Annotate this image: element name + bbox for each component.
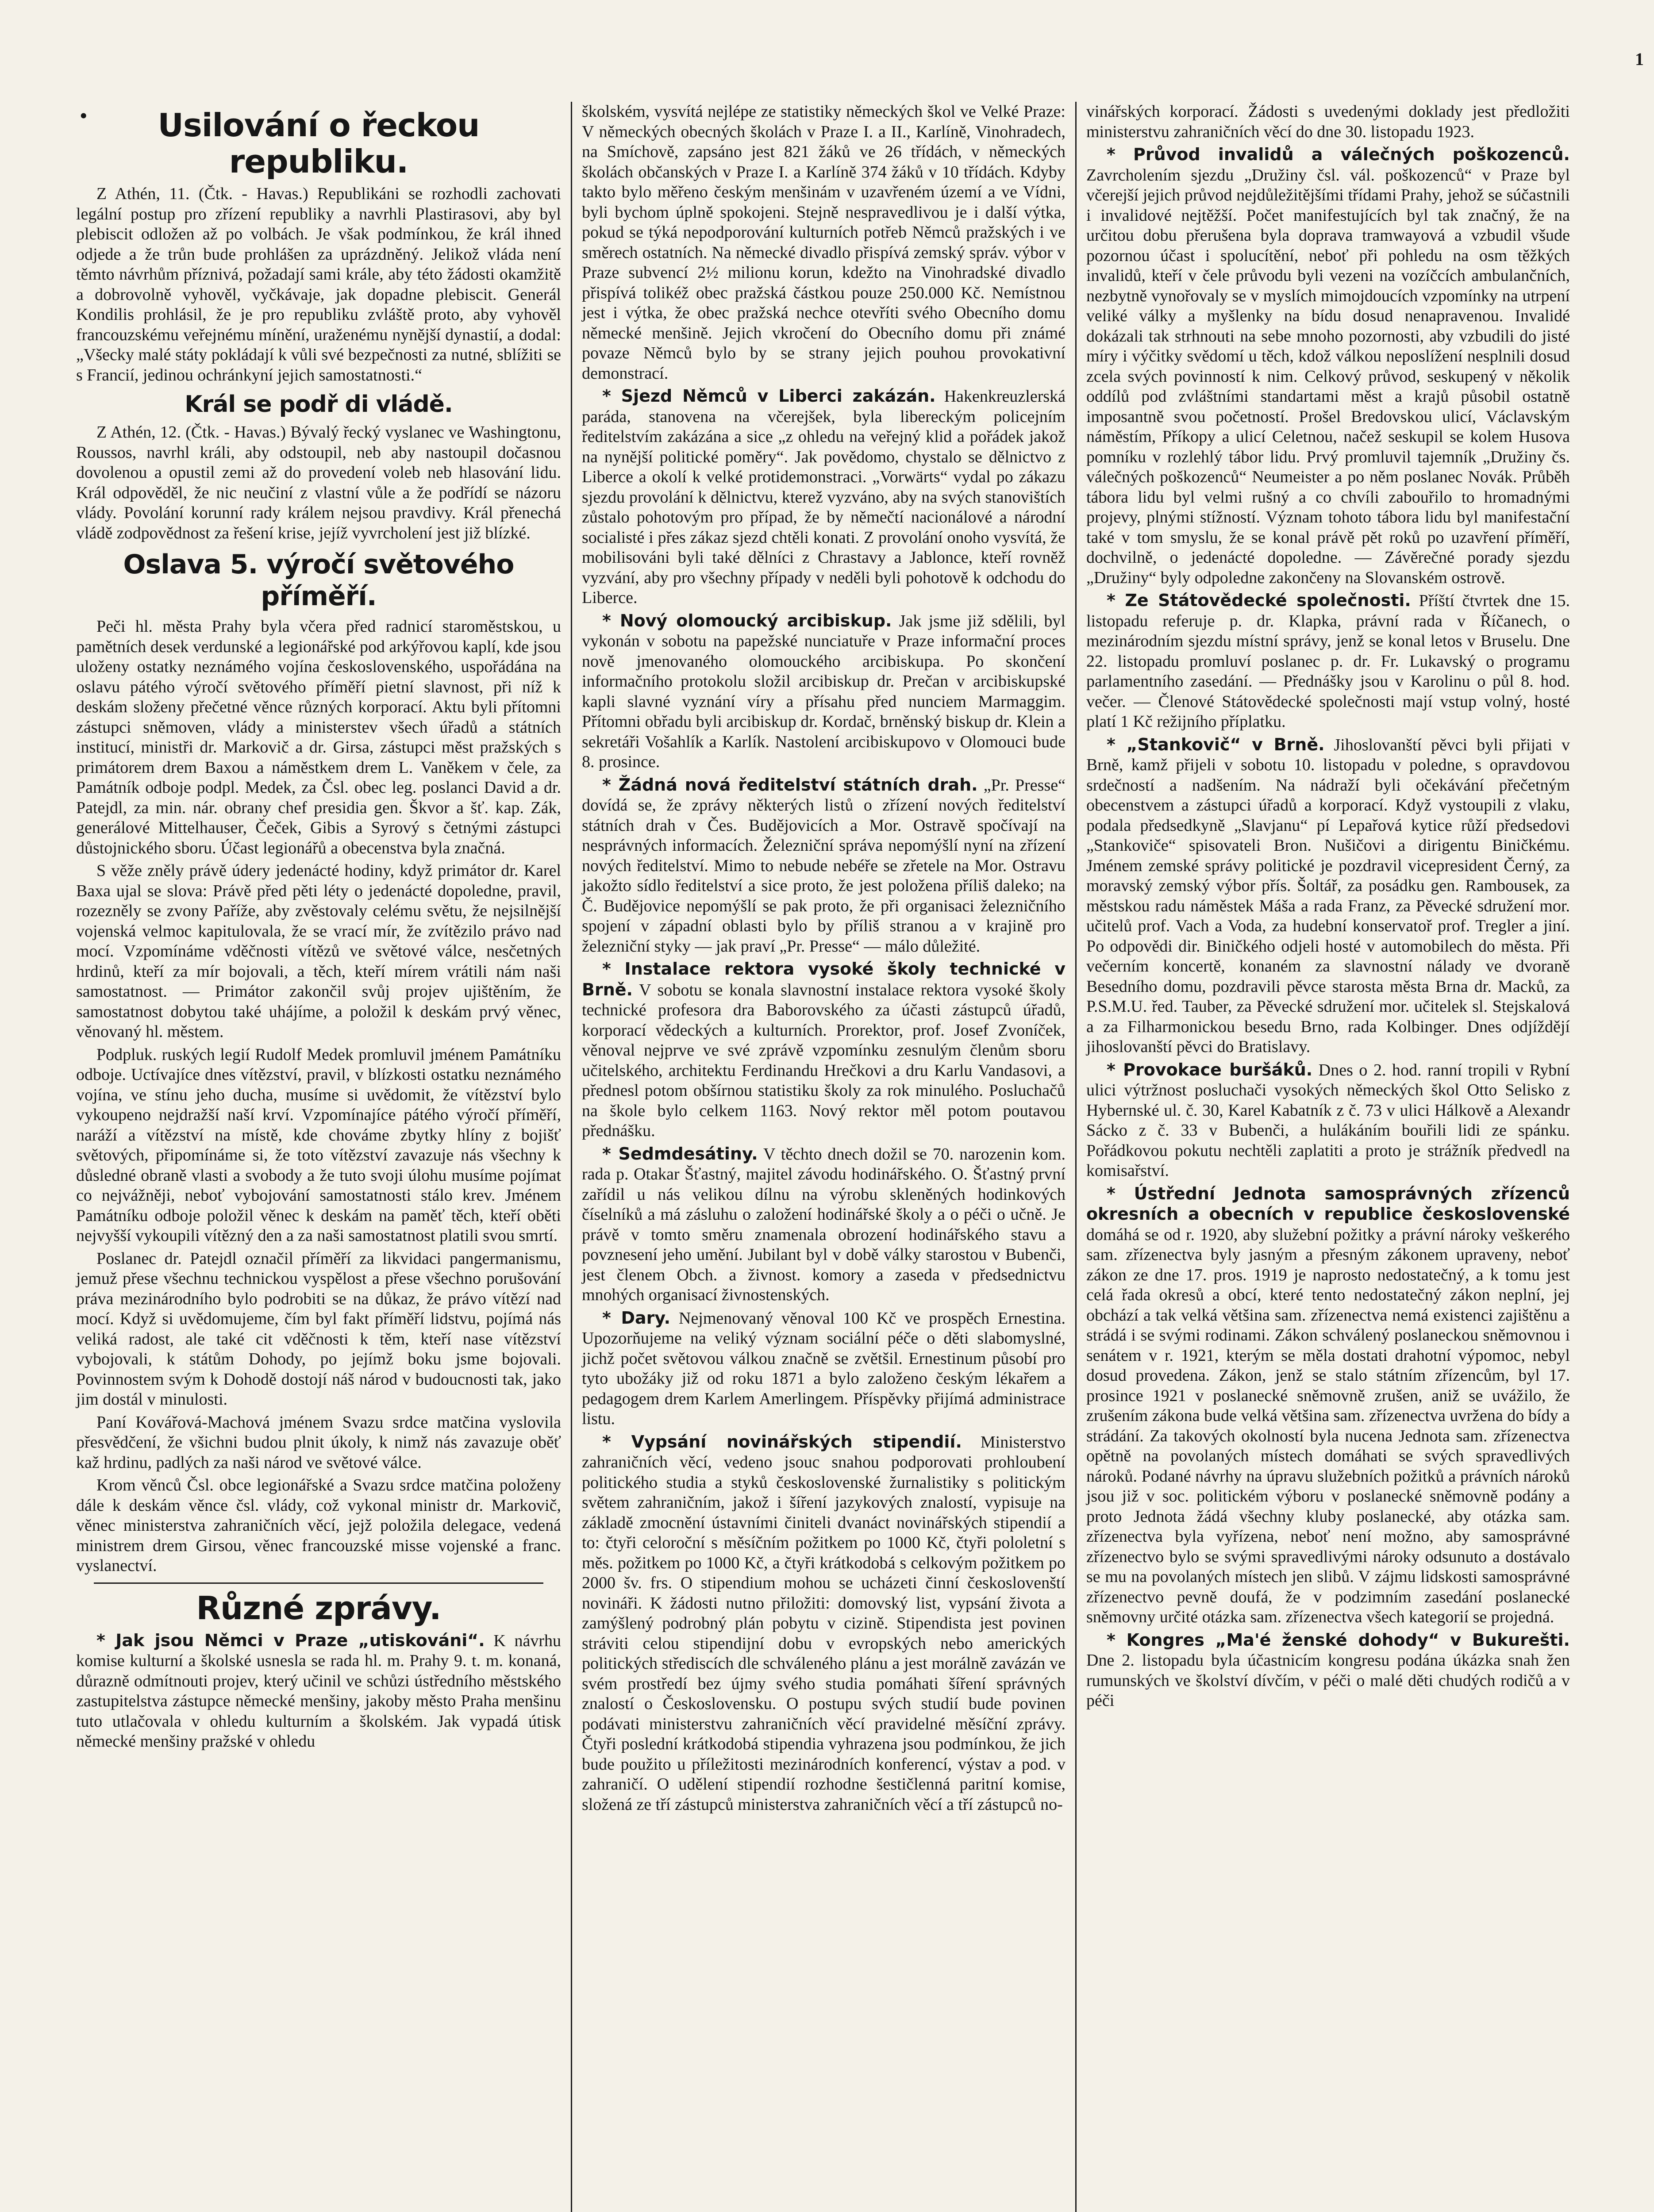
article-paragraph: Paní Kovářová-Machová jménem Svazu srdce matčina vyslovila přesvědčení, že všichni budou plnit úkoly, k nimž nás zavazuje oběť kaž hrdinu, padlých za naši národ ve světové válce. bbox=[76, 1413, 561, 1472]
news-item bbox=[1086, 591, 1570, 732]
news-item bbox=[76, 1631, 561, 1752]
news-item bbox=[582, 1308, 1065, 1429]
item-title: * Průvod invalidů a válečných poškozenců. bbox=[1107, 145, 1570, 164]
column-2 bbox=[571, 102, 1075, 2212]
headline-king: Král se podř di vládě. bbox=[185, 391, 453, 418]
news-item bbox=[1086, 1184, 1570, 1628]
item-title: * Ústřední Jednota samosprávných zřízenců okresních a obecních v republice československé bbox=[1086, 1183, 1570, 1224]
item-text: V sobotu se konala slavnostní instalace rektora vysoké školy technické profesora dra Baborovského za účasti zástupců úřadů, korporací vědeckých a kulturních. Prorektor, prof. Josef Zvoníček, věnoval nejprve ve své zprávě vzpomínku zesnulým členům sboru učitelského, architektu Ferdinandu Hrečkovi a dru Karlu Vandasovi, a přednesl potom obšírnou statistiku školy za rok minulého. Posluchačů na škole bylo celkem 1163. Nový rektor měl potom poutavou přednášku. bbox=[582, 980, 1065, 1140]
item-title: * Instalace rektora vysoké školy technické v Brně. bbox=[582, 959, 1065, 999]
item-title: * Sedmdesátiny. bbox=[602, 1144, 758, 1164]
item-title: * Vypsání novinářských stipendií. bbox=[602, 1432, 962, 1452]
news-item bbox=[1086, 735, 1570, 1057]
section-divider bbox=[94, 1582, 543, 1584]
item-text: Příští čtvrtek dne 15. listopadu referuje p. dr. Klapka, právní rada v Říčanech, o mezinárodním sjezdu místní správy, jenž se konal letos v Bruselu. Dne 22. listopadu promluví poslanec p. dr. Fr. Lukavský o programu parlamentního zasedání. — Přednášky jsou v Karolinu o půl 8. hod. večer. — Členové Státovědecké společnosti mají vstup volný, hosté platí 1 Kč režijního příplatku. bbox=[1086, 591, 1570, 731]
news-item bbox=[1086, 1060, 1570, 1181]
headline-armistice: Oslava 5. výročí světového příměří. bbox=[123, 549, 514, 612]
news-item bbox=[582, 1432, 1065, 1815]
item-text: Ministerstvo zahraničních věcí, vedeno jsouc snahou podporovati prohloubení politického studia a styků československé žurnalistiky s politickým světem zahraničním, jakož i šíření jazykových znalostí, vypisuje na základě zmocnění ústavními činiteli dvanáct novinářských stipendií a to: čtyři celoroční s měsíčním požitkem po 1000 Kč, čtyři pololetní s měs. požitkem po 1000 Kč, a čtyři krátkodobá s celkovým požitkem po 2000 šv. frs. O stipendium mohou se ucházeti činní českoslovenští novináři. K žádosti nutno přiložiti: domovský list, vypsání života a zamýšlený podrobný plán pobytu v cizině. Stipendista jest povinen stráviti celou stipendijní dobu v evropských nebo amerických politických střediscích dle schváleného plánu a jest morálně zavázán ve svém prostředí bez újmy svého studia pomáhati šíření správných znalostí o Československu. O postupu svých studií bude povinen podávati ministerstvu zahraničních věcí pravidelné měsíční zprávy. Čtyři poslední krátkodobá stipendia vyhrazena jsou podmínkou, že jich bude použito u příležitosti mezinárodních konferencí, výstav a pod. v zahraničí. O udělení stipendií rozhodne šestičlenná paritní komise, složená ze tří zástupců ministerstva zahraničních věcí a tří zástupců no- bbox=[582, 1432, 1065, 1814]
bullet-mark: • bbox=[80, 103, 88, 128]
news-item bbox=[582, 959, 1065, 1141]
item-title: * Žádná nová ředitelství státních drah. bbox=[602, 775, 978, 795]
item-text: Zavrcholením sjezdu „Družiny čsl. vál. poškozenců“ v Praze byl včerejší jejich průvod nejdůležitějšími třídami Prahy, jehož se súčastnili i invalidové nejtěžší. Počet manifestujících byl tak značný, že na určitou dobu přerušena byla doprava tramwayová a vzbudil všude pozornou účast i spolucítění, neboť při pohledu na osm těžkých invalidů, kteří v čele průvodu byli vezeni na vozíčcích ambulančních, nezbytně vynořovaly se v myslích mimojdoucích vzpomínky na utrpení veliké války a myšlenky na bídu dosud nenapravenou. Invalidé dokázali tak strhnouti na sebe mnoho pozornosti, aby vzbudili do jisté míry i výčitky svědomí u těch, kdož válkou neposlížení nesplnili dosud zcela svých povinností k nim. Celkový průvod, seskupený v několik oddílů pod zvláštními standartami měst a krajů působil ostatně imposantně svou početností. Prošel Bredovskou ulicí, Václavským náměstím, Příkopy a ulicí Celetnou, načež seskupil se kolem Husova pomníku v rozlehlý tábor lidu. Prvý promluvil tajemník „Družiny čs. válečných poškozenců“ Neumeister a po něm poslanec Novák. Průběh tábora lidu byl velmi rušný a co chvíli zabouřilo to hromadnými projevy, plnými stížností. Význam tohoto tábora lidu byl manifestační také v tom smyslu, že se konal právě pět roků po uzavření příměří, dochvilně, o jedenácté dopoledne. — Závěrečné porady sjezdu „Družiny“ byly odpoledne zakončeny na Slovanském ostrově. bbox=[1086, 165, 1570, 587]
news-item bbox=[582, 386, 1065, 608]
article-paragraph: Peči hl. města Prahy byla včera před radnicí staroměstskou, u pamětních desek verdunské a legionářské pod arkýřovou kaplí, kde jsou uloženy ostatky neznámého vojína československého, uspořádána na oslavu pátého výročí světového příměří pietní slavnost, při níž k deskám složeny přečetné věnce různých korporací. Aktu byli přítomni zástupci sněmoven, vlády a ministerstev všech úřadů a státních institucí, ministři dr. Markovič a dr. Girsa, zástupci měst pražských s primátorem drem Baxou a náměstkem drem L. Vaněkem v čele, za Památník odboje podpl. Medek, za Čsl. obec leg. poslanci David a dr. Patejdl, za min. nár. obrany chef presidia gen. Škvor a šť. kap. Zák, generálové Mittelhauser, Čeček, Gibis a Syrový s četnými zástupci důstojnického sboru. Účast legionářů a obecenstva byla značná. bbox=[76, 617, 561, 857]
newspaper-page bbox=[66, 102, 1606, 2212]
article-paragraph: školském, vysvítá nejlépe ze statistiky německých škol ve Velké Praze: V německých obecných školách v Praze I. a II., Karlíně, Vinohradech, na Smíchově, zapsáno jest 821 žáků ve 26 třídách, v německých školách občanských v Praze I. a Karlíně 374 žáků v 10 třídách. Kdyby takto bylo měřeno českým menšinám v uzavřeném území a ve Vídni, byli bychom úplně spokojeni. Stejně nespravedlivou je i další výtka, pokud se týká nepodporování kulturních potřeb Němců pražských i ve směrech ostatních. Na německé divadlo přispívá zemský správ. výbor v Praze subvencí 2½ milionu korun, kdežto na Vinohradské divadlo přispívá tolikéž obec pražská částkou pouze 250.000 Kč. Nemístnou jest i výtka, že obec pražská nechce otevříti svého Obecního domu německé menšině. Jejich vkročení do Obecního domu při známé povaze Němců bylo by se strany jejich pouhou provokativní demonstrací. bbox=[582, 102, 1065, 383]
article-paragraph: Z Athén, 11. (Čtk. - Havas.) Republikáni se rozhodli zachovati legální postup pro zřízení republiky a navrhli Plastirasovi, aby byl plebiscit odložen až po volbách. Je však podmínkou, že král ihned odjede a že trůn bude prohlášen za uprázdněný. Jelikož vláda není těmto návrhům příznivá, požadají sami krále, aby této žádosti okamžitě a dobrovolně vyhověl, vyčkávaje, jak dopadne plebiscit. Generál Kondilis prohlásil, že je pro republiku zvláště proto, aby vyhověl francouzskému veřejnému mínění, uraženému nynější dynastií, a dodal: „Všecky malé státy pokládají k vůli své bezpečnosti za nutné, sblížiti se s Francií, jedinou ochránkyní jejich samostatnosti.“ bbox=[76, 184, 561, 384]
item-text: Dnes o 2. hod. ranní tropili v Rybní ulici výtržnost posluchači vysokých německých škol Otto Selisko z Hybernské ul. č. 30, Karel Kabatník z č. 73 v ulici Hálkově a Alexandr Sácko z č. 33 v Bubenči, a hulákáním bouřili lidi ze spánku. Pořádkovou pokutu nechtěli zaplatiti a proto je strážník předvedl na komisařství. bbox=[1086, 1060, 1570, 1180]
news-item bbox=[582, 611, 1065, 772]
article-paragraph: Poslanec dr. Patejdl označil příměří za likvidaci pangermanismu, jemuž přese všechnu technickou vyspělost a přese všechno porušování práva mezinárodního bylo podrobiti se na důkaz, že právo vítězí nad mocí. Když si uvědomujeme, čím byl fakt příměří lidstvu, pojímá nás veliká radost, ale také cit vděčnosti k těm, kteří nase vítězství vybojovali, k státům Dohody, po jejímž boku jsme bojovali. Povinnostem svým k Dohodě dostojí náš národ v budoucnosti tak, jako jim dostál v minulosti. bbox=[76, 1249, 561, 1409]
item-text: „Pr. Presse“ dovídá se, že zprávy některých listů o zřízení nových ředitelství státních drah v Čes. Budějovicích a Mor. Ostravě spočívají na nesprávných informacích. Železniční správa nepomýšlí nyní na zřízení nových ředitelství. Mimo to nebude nebéře se zřetele na Mor. Ostravu jakožto sídlo ředitelství a sice proto, že jest položena příliš daleko; na Č. Budějovice nepomýšlí se pak proto, že při organisaci železničního spojení v západní oblasti bylo by příliš stranou a v krajině pro železniční styky — jak praví „Pr. Presse“ — málo důležité. bbox=[582, 776, 1065, 956]
item-text: Dne 2. listopadu byla účastnicím kongresu podána úkázka snah žen rumunských ve školství dívčím, v péči o malé děti chudých rodičů a v péči bbox=[1086, 1651, 1570, 1710]
news-item bbox=[1086, 1630, 1570, 1711]
article-paragraph: S věže zněly právě údery jedenácté hodiny, když primátor dr. Karel Baxa ujal se slova: Právě před pěti léty o jedenácté dopoledne, pravil, rozezněly se zvony Paříže, aby zvěstovaly celému světu, že nejsilnější vojenská velmoc kapitulovala, že se vrací mír, že zvítězilo právo nad mocí. Vzpomínáme vděčnosti vítězů ve světové válce, nesčetných hrdinů, kteří za mír bojovali, a těch, kteří mírem vrátili nám naši samostatnost. — Primátor zakončil svůj projev ujištěním, že samostatnost dobytou také uhájíme, a položil k deskám prvý věnec, věnovaný hl. městem. bbox=[76, 861, 561, 1041]
item-text: Hakenkreuzlerská paráda, stanovena na včerejšek, byla libereckým policejním ředitelstvím zakázána a sice „z ohledu na veřejný klid a pořádek jakož na nynější politické poměry“. Jak povědomo, chystalo se dělnictvo z Liberce a okolí k velké protidemonstraci. „Vorwärts“ vydal po zákazu sjezdu provolání k dělnictvu, kterež vyzváno, aby na svých stanovištích zůstalo pohotovým pro případ, že by němečtí nacionálové a národní socialisté i přes zákaz sjezd chtěli konati. Z provolání onoho vysvítá, že mobilisováni byli také dělníci z Chrastavy a Jablonce, kteří rovněž vyzvání, aby pro všechny případy v neděli byli pohotově k odchodu do Liberce. bbox=[582, 387, 1065, 607]
article-paragraph: Krom věnců Čsl. obce legionářské a Svazu srdce matčina položeny dále k deskám věnce čsl. vlády, což vykonal ministr dr. Markovič, věnec ministerstva zahraničních věcí, jejž položila delegace, vedená ministrem drem Girsou, věnec francouzské misse vojenské a franc. vyslanectví. bbox=[76, 1476, 561, 1575]
news-item bbox=[582, 775, 1065, 957]
page-number: 1 bbox=[1635, 49, 1644, 69]
item-title: * Sjezd Němců v Liberci zakázán. bbox=[602, 386, 936, 406]
column-3 bbox=[1075, 102, 1580, 2212]
item-text: Jihoslovanští pěvci byli přijati v Brně, kamž přijeli v sobotu 10. listopadu v poledne, s opravdovou srdečností a nadšením. Na nádraží byli očekávání přečetným obecenstvem a zástupci úřadů a korporací. Když vystoupili z vlaku, podala předsedkyně „Slavjanu“ pí Lepařová kytice růží předsedovi „Stankoviče“ spisovateli Bron. Nušičovi a dirigentu Biničkému. Jménem zemské správy politické je pozdravil vicepresident Černý, za moravský zemský výbor přís. Šoltář, za posádku gen. Rambousek, za městskou radu náměstek Máša a rada Franz, za Pěvecké sdružení mor. učitelů prof. Vach a Voda, za hudební konservatoř prof. Tregler a jiní. Po odpovědi dir. Biničkého odjeli hosté v automobilech do města. Při večerním koncertě, konaném za slavnostní nálady ve dvoraně Besedního domu, pozdravili pěvce starosta města Brna dr. Macků, za P.S.M.U. řed. Tauber, za Pěvecké sdružení mor. učitelek sl. Stejskalová a za Filharmonickou besedu Brno, rada Kolbinger. Dnes odjíždějí jihoslovanští pěvci do Bratislavy. bbox=[1086, 735, 1570, 1056]
news-item bbox=[1086, 145, 1570, 588]
headline-greek-republic: Usilování o řeckou republiku. bbox=[158, 107, 480, 180]
item-title: * Kongres „Ma'é ženské dohody“ v Bukurešti. bbox=[1107, 1630, 1570, 1650]
news-item bbox=[582, 1144, 1065, 1306]
item-title: * „Stankovič“ v Brně. bbox=[1107, 734, 1325, 754]
item-text: K návrhu komise kulturní a školské usnesla se rada hl. m. Prahy 9. t. m. konaná, důrazně odmítnouti projev, který učinil ve schůzi ústředního městského zastupitelstva zástupce německé menšiny, jakoby město Praha menšinu tuto utlačovala v ohledu kulturním a školském. Jak vypadá útisk německé menšiny pražské v ohledu bbox=[76, 1631, 561, 1751]
item-text: V těchto dnech dožil se 70. narozenin kom. rada p. Otakar Šťastný, majitel závodu hodinářského. O. Šťastný první zařídil u nás velikou dílnu na výrobu skleněných hodinkových číselníků a má zásluhu o založení hodinářské školy a o péči o učně. Je právě v tomto směru znamenala obrození hodinářského stavu a povznesení jeho umění. Jubilant byl v době války starostou v Bubenči, jest členem Obch. a živnost. komory a zaseda v předsednictvu mnohých organisací živnostenských. bbox=[582, 1144, 1066, 1304]
item-text: domáhá se od r. 1920, aby služební požitky a právní nároky veškerého sam. zřízenectva byly jasným a přesným zákonem upraveny, neboť zákon ze dne 17. pros. 1919 je naprosto nedostatečný, a k tomu jest celá řada okresů a obcí, které tento nedostatečný zákon neplní, jej obchází a tak velká většina sam. zřízenectva nemá existenci zajištěnu a strádá i se svými rodinami. Zákon schválený poslaneckou sněmovnou i senátem v r. 1921, kterým se měla dostati drahotní výpomoc, nebyl dosud provedena. Zákon, jenž se stalo státním zřízencům, byl 17. prosince 1921 v poslanecké sněmovně zrušen, aniž se uvážilo, že zrušením zákona bude velká většina sam. zřízenectva uvržena do bídy a strádání. Za takových okolností byla nucena Jednota sam. zřízenectva opětně na povolaných místech domáhati se svých spravedlivých nároků. Podané návrhy na úpravu služebních požitků a právních nároků jsou již v soc. politickém výboru v poslanecké sněmovně podány a proto Jednota žádá všechny kluby poslanecké, aby otázka sam. zřízenectva byla vyřízena, neboť není možno, aby samosprávné zřízenectvo bylo se svými spravedlivými nároky odsunuto a dostávalo se mu na povolaných místech jen slibů. V zájmu lidskosti samosprávné zřízenectvo pevně doufá, že v podzimním zasedání poslanecké sněmovny určité otázka sam. zřízenectva všech kategorií se projedná. bbox=[1086, 1225, 1570, 1626]
column-1 bbox=[66, 102, 571, 2212]
article-paragraph: Podpluk. ruských legií Rudolf Medek promluvil jménem Památníku odboje. Uctívajíce dnes vítězství, pravil, v blízkosti ostatku neznámého vojína, ve stínu jeho ducha, musíme si uvědomit, že vítězství bylo vykoupeno nejdražší naší krví. Vzpomínajíce pátého výročí příměří, naráží a vítězství na místě, kde chováme zbytky hlíny z bojišť světových, připomínáme si, že toto vítězství zavazuje nás všechny k důsledné obraně vlasti a svobody a že tuto svoji úlohu musíme pojímat co nejvážněji, neboť vybojování samostatnosti stálo krev. Jménem Památníku odboje položil věnec k deskám na paměť těch, kteří oběti nejvyšší vykoupili vítězný den a za naši samostatnost platili svou smrtí. bbox=[76, 1045, 561, 1245]
article-paragraph: Z Athén, 12. (Čtk. - Havas.) Bývalý řecký vyslanec ve Washingtonu, Roussos, navrhl králi, aby odstoupil, neb aby nastoupil dočasnou dovolenou a opustil zemi až do provedení voleb neb hlasování lidu. Král odpověděl, že nic neučiní z vlastní vůle a že podřídí se názoru vlády. Povolání korunní rady králem nejsou pravdivy. Král přenechá vládě zodpovědnost za řešení krise, jejíž vyvrcholení jest již blízké. bbox=[76, 423, 561, 542]
item-title: * Nový olomoucký arcibiskup. bbox=[602, 611, 892, 630]
item-title: * Provokace buršáků. bbox=[1107, 1060, 1313, 1079]
item-text: Nejmenovaný věnoval 100 Kč ve prospěch Ernestina. Upozorňujeme na veliký význam sociální péče o děti slabomyslné, jichž počet světovou válkou značně se zvětšil. Ernestinum působí pro tyto ubožáky již od roku 1871 a bylo založeno českým lékařem a pedagogem drem Karlem Amerlingem. Příspěvky přijímá administrace listu. bbox=[582, 1309, 1066, 1428]
headline-various-news: Různé zprávy. bbox=[196, 1589, 441, 1627]
article-paragraph: vinářských korporací. Žádosti s uvedenými doklady jest předložiti ministerstvu zahraničních věcí do dne 30. listopadu 1923. bbox=[1086, 102, 1570, 141]
item-title: * Dary. bbox=[602, 1308, 671, 1328]
item-text: Jak jsme již sdělili, byl vykonán v sobotu na papežské nunciatuře v Praze informační proces nově jmenovaného olomouckého arcibiskupa. Po skončení informačního protokolu složil arcibiskup dr. Prečan v arcibiskupské kapli slavné vyznání víry a přísahu před nunciem Marmaggim. Přítomni obřadu byli arcibiskup dr. Kordač, brněnský biskup dr. Klein a sekretáři Vošahlík a Karlík. Nastolení arcibiskupovo v Olomouci bude 8. prosince. bbox=[582, 611, 1065, 771]
item-title: * Jak jsou Němci v Praze „utiskováni“. bbox=[96, 1630, 485, 1650]
item-title: * Ze Státovědecké společnosti. bbox=[1107, 591, 1411, 610]
